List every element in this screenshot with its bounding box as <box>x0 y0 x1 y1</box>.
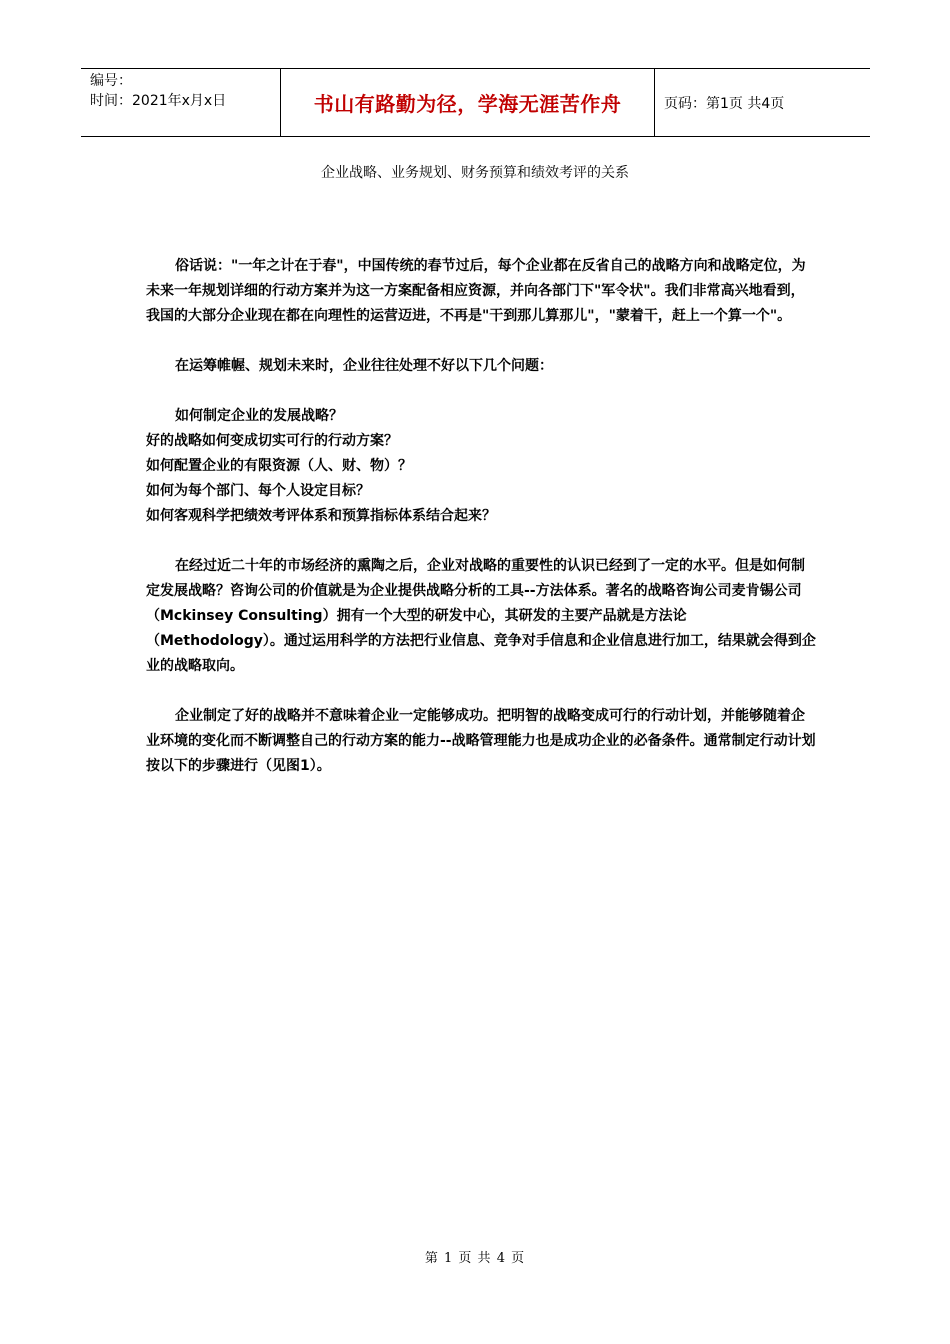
question-item: 如何制定企业的发展战略？ <box>175 408 343 424</box>
question-item: 如何客观科学把绩效考评体系和预算指标体系结合起来？ <box>146 508 496 524</box>
document-time-label: 时间：2021年x月x日 <box>90 93 227 109</box>
paragraph-problems-lead: 在运筹帷幄、规划未来时，企业往往处理不好以下几个问题： <box>175 358 553 374</box>
question-item: 如何配置企业的有限资源（人、财、物）？ <box>146 458 412 474</box>
document-body <box>146 254 818 779</box>
paragraph-action-plan: 企业制定了好的战略并不意味着企业一定能够成功。把明智的战略变成可行的行动计划，并能够随着企业环境的变化而不断调整自己的行动方案的能力--战略管理能力也是成功企业的必备条件。通常制定行动计划按以下的步骤进行（见图1）。 <box>146 708 816 774</box>
header-motto-cell <box>281 69 655 136</box>
paragraph-intro: 俗话说："一年之计在于春"，中国传统的春节过后，每个企业都在反省自己的战略方向和战略定位，为未来一年规划详细的行动方案并为这一方案配备相应资源，并向各部门下"军令状"。我们非常高兴地看到，我国的大部分企业现在都在向理性的运营迈进，不再是"干到那儿算那儿"，"蒙着干，赶上一个算一个"。 <box>146 258 806 324</box>
document-title: 企业战略、业务规划、财务预算和绩效考评的关系 <box>321 165 629 181</box>
page-header <box>81 68 870 137</box>
header-page-info: 页码：第1页 共4页 <box>664 95 785 112</box>
header-meta-cell <box>81 69 281 136</box>
question-item: 如何为每个部门、每个人设定目标？ <box>146 483 370 499</box>
header-page-cell <box>655 69 870 136</box>
document-number-label: 编号： <box>90 73 132 89</box>
motto-text: 书山有路勤为径，学海无涯苦作舟 <box>313 92 622 116</box>
paragraph-strategy-consulting: 在经过近二十年的市场经济的熏陶之后，企业对战略的重要性的认识已经到了一定的水平。但是如何制定发展战略？咨询公司的价值就是为企业提供战略分析的工具--方法体系。著名的战略咨询公司麦肯锡公司（Mckinsey Consulting）拥有一个大型的研发中心，其研发的主要产品就是方法论（Methodology）。通过运用科学的方法把行业信息、竞争对手信息和企业信息进行加工，结果就会得到企业的战略取向。 <box>146 558 816 674</box>
question-item: 好的战略如何变成切实可行的行动方案？ <box>146 433 398 449</box>
page-footer: 第 1 页 共 4 页 <box>424 1251 526 1266</box>
